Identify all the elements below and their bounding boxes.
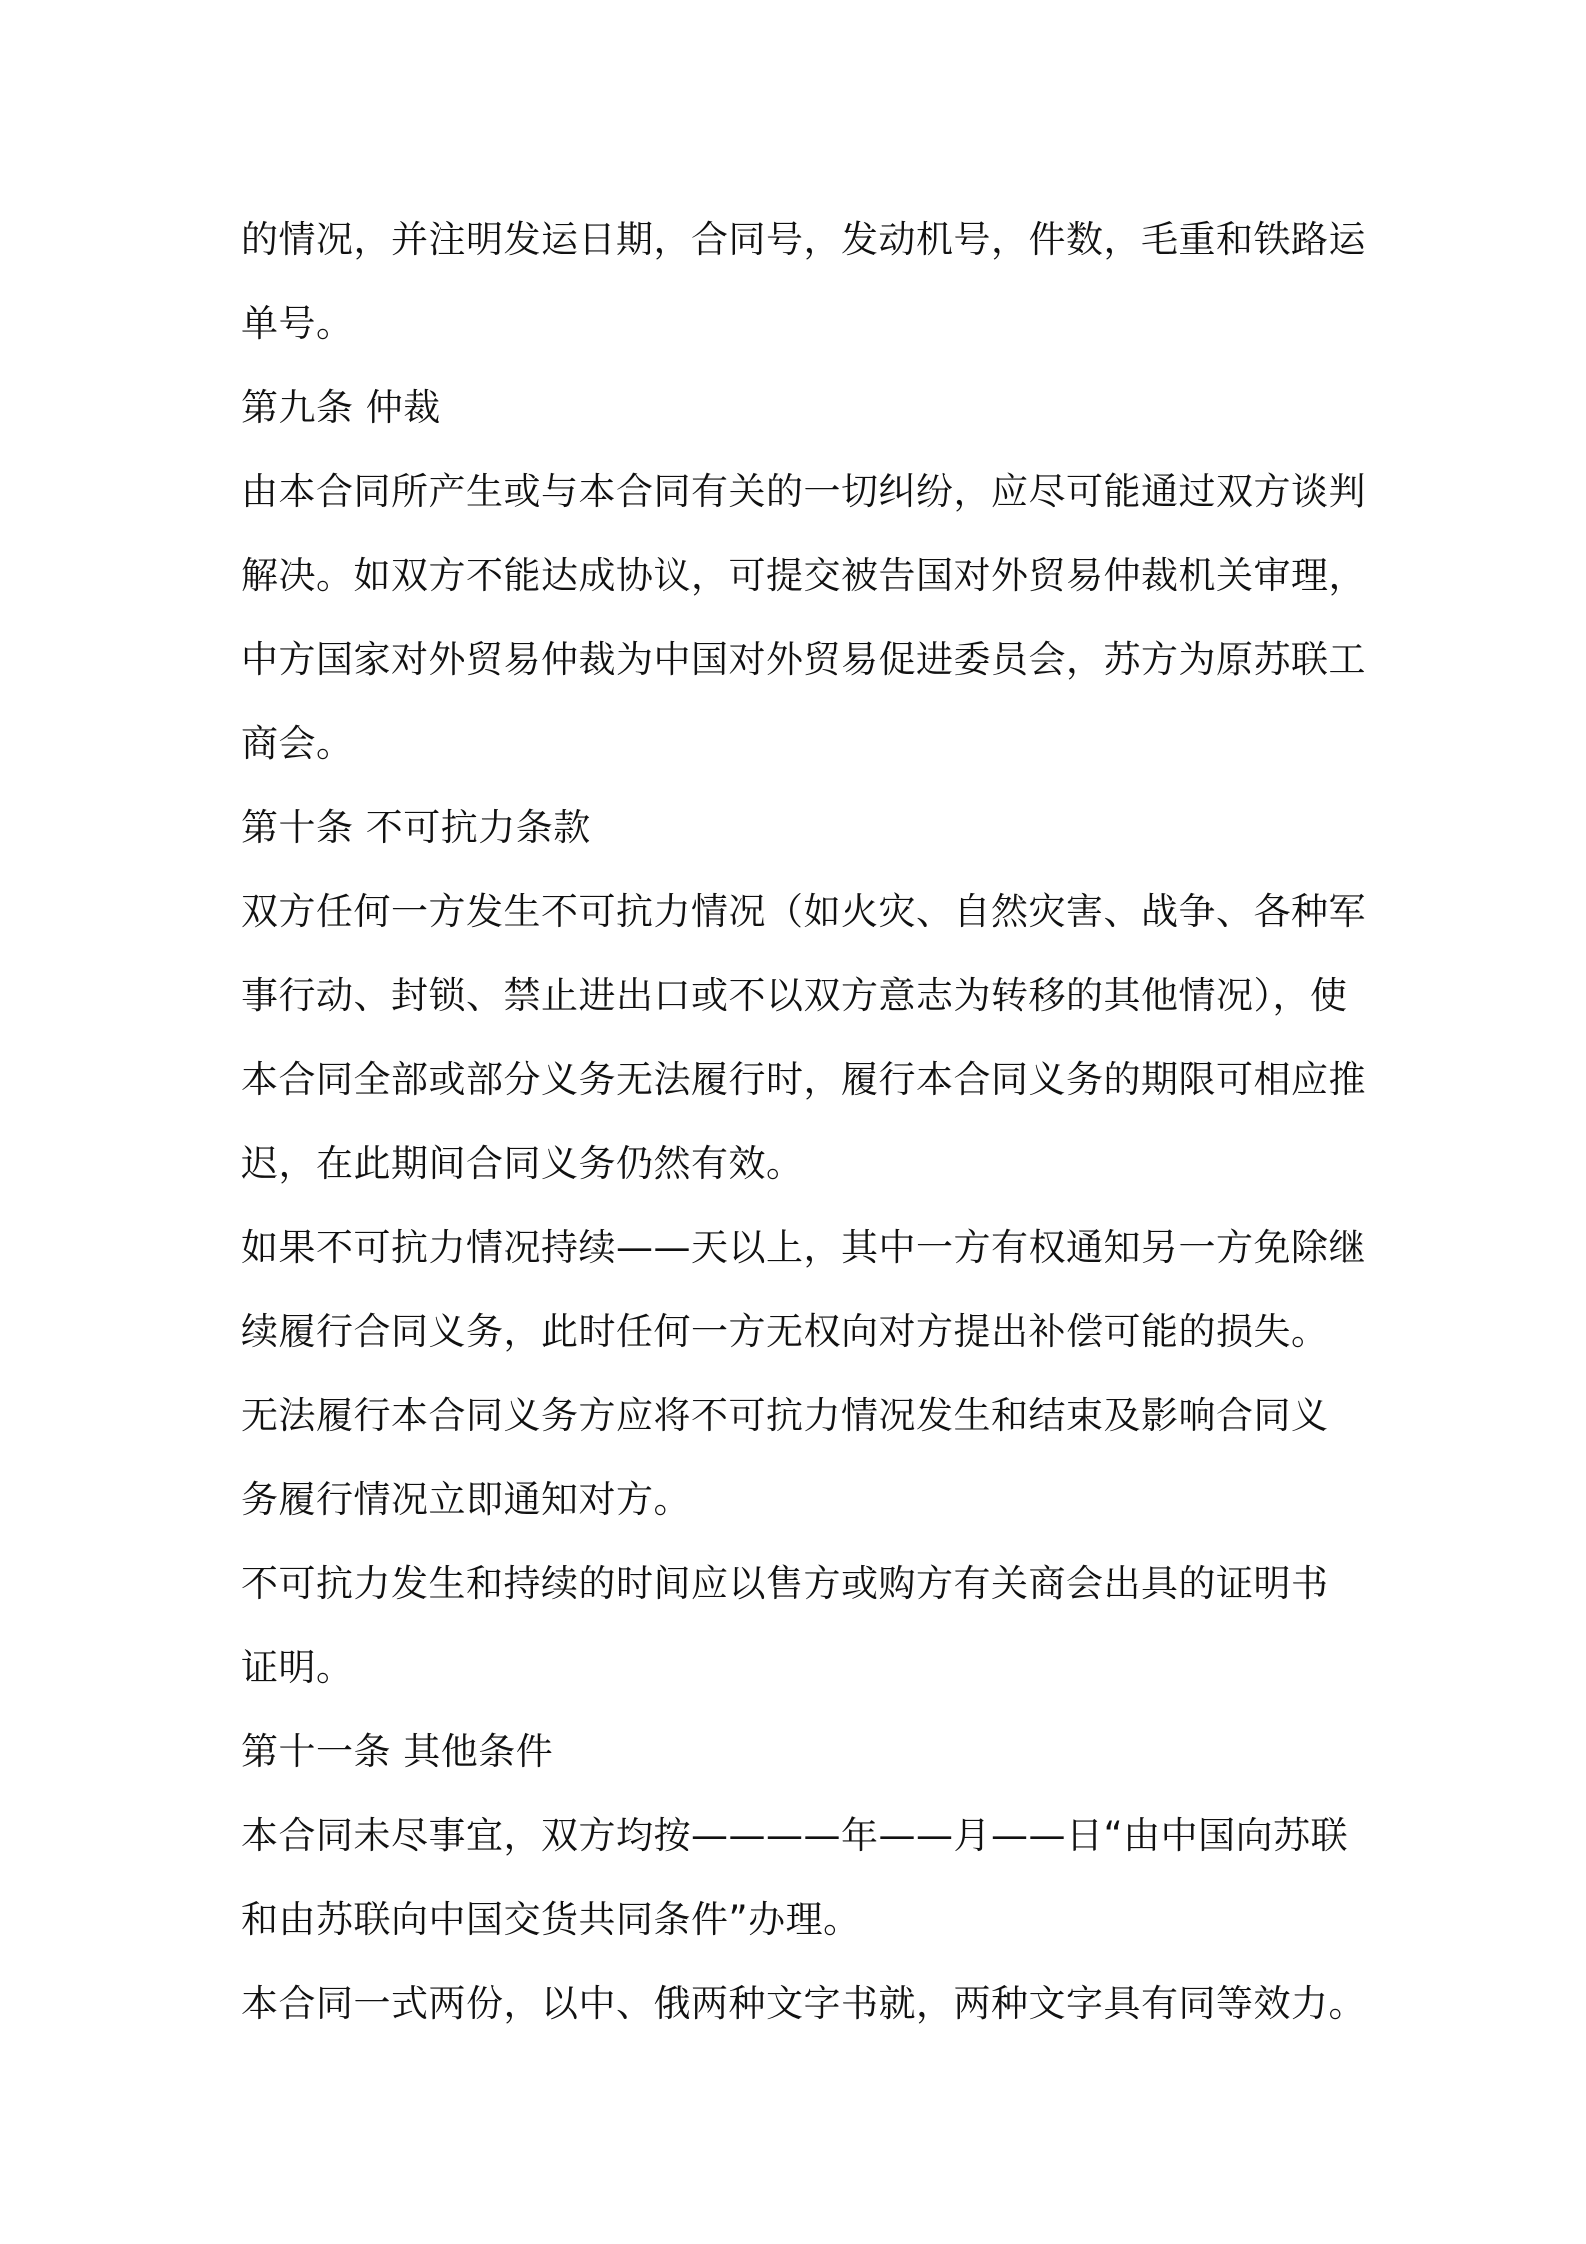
text-line: 单号。 bbox=[241, 302, 354, 345]
text-line: 本合同全部或部分义务无法履行时，履行本合同义务的期限可相应推 bbox=[241, 1058, 1366, 1101]
text-line: 本合同一式两份，以中、俄两种文字书就，两种文字具有同等效力。 bbox=[241, 1982, 1366, 2025]
text-line: 事行动、封锁、禁止进出口或不以双方意志为转移的其他情况），使 bbox=[241, 974, 1348, 1017]
text-line: 续履行合同义务，此时任何一方无权向对方提出补偿可能的损失。 bbox=[241, 1310, 1329, 1353]
text-line: 中方国家对外贸易仲裁为中国对外贸易促进委员会，苏方为原苏联工 bbox=[241, 638, 1366, 681]
text-line: 无法履行本合同义务方应将不可抗力情况发生和结束及影响合同义 bbox=[241, 1394, 1329, 1437]
text-line: 本合同未尽事宜，双方均按————年——月——日“由中国向苏联 bbox=[241, 1814, 1349, 1857]
text-line: 的情况，并注明发运日期，合同号，发动机号，件数，毛重和铁路运 bbox=[241, 218, 1366, 261]
text-line: 不可抗力发生和持续的时间应以售方或购方有关商会出具的证明书 bbox=[241, 1562, 1329, 1605]
text-line: 由本合同所产生或与本合同有关的一切纠纷，应尽可能通过双方谈判 bbox=[241, 470, 1366, 513]
section-heading-article-10: 第十条 不可抗力条款 bbox=[241, 806, 591, 849]
text-line: 解决。如双方不能达成协议，可提交被告国对外贸易仲裁机关审理， bbox=[241, 554, 1366, 597]
text-line: 如果不可抗力情况持续——天以上，其中一方有权通知另一方免除继 bbox=[241, 1226, 1366, 1269]
text-line: 证明。 bbox=[241, 1646, 354, 1689]
document-body bbox=[241, 198, 1366, 2046]
section-heading-article-9: 第九条 仲裁 bbox=[241, 386, 441, 429]
text-line: 迟，在此期间合同义务仍然有效。 bbox=[241, 1142, 804, 1185]
section-heading-article-11: 第十一条 其他条件 bbox=[241, 1730, 554, 1773]
text-line: 商会。 bbox=[241, 722, 354, 765]
text-line: 和由苏联向中国交货共同条件”办理。 bbox=[241, 1898, 861, 1941]
text-line: 务履行情况立即通知对方。 bbox=[241, 1478, 691, 1521]
text-line: 双方任何一方发生不可抗力情况（如火灾、自然灾害、战争、各种军 bbox=[241, 890, 1366, 933]
